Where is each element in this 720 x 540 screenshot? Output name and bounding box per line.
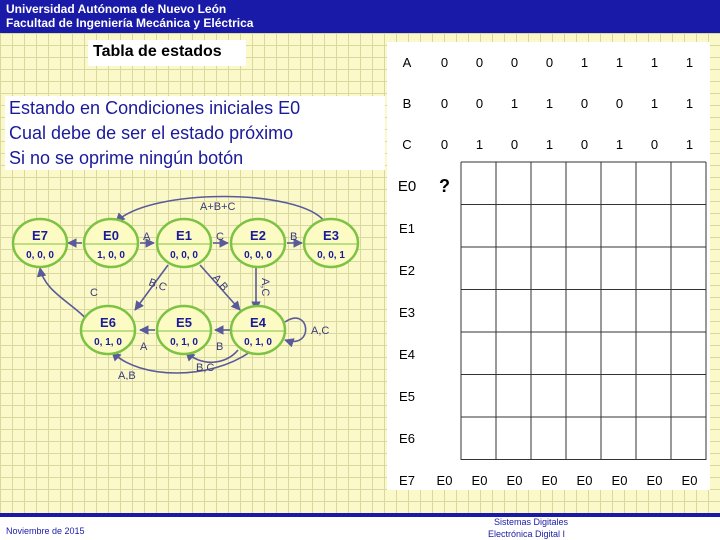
next-state-cell: E0 (506, 472, 523, 488)
next-state-cell (532, 333, 567, 375)
next-state-cell (532, 375, 567, 417)
state-e0 (84, 219, 138, 267)
next-state-cell (602, 333, 637, 375)
input-row (387, 42, 707, 83)
slide-title: Tabla de estados (93, 43, 222, 60)
input-row (387, 124, 707, 165)
faculty-name: Facultad de Ingeniería Mecánica y Eléctrica (6, 16, 254, 30)
transition-label: B,C (146, 276, 169, 295)
input-label: C (402, 137, 412, 152)
input-value: 0 (510, 55, 519, 70)
transition-label: A+B+C (200, 201, 236, 213)
state-row (387, 249, 707, 291)
transition-label: A,C (259, 278, 271, 297)
state-table (387, 42, 707, 501)
next-state-cell (497, 417, 532, 459)
next-state-cell (532, 207, 567, 249)
next-state-cell (602, 375, 637, 417)
input-value: 1 (685, 55, 694, 70)
input-value: 0 (580, 96, 589, 111)
state-row-label: E3 (399, 304, 415, 320)
next-state-cell (672, 207, 707, 249)
footer-course-sub: Electrónica Digital I (488, 529, 566, 539)
state-e4 (231, 306, 285, 354)
next-state-cell (427, 375, 462, 417)
next-state-cell (532, 291, 567, 333)
state-e3 (304, 219, 358, 267)
next-state-cell (532, 417, 567, 459)
state-e2 (231, 219, 285, 267)
next-state-cell (427, 249, 462, 291)
input-value: 0 (545, 55, 554, 70)
next-state-cell: E0 (646, 472, 663, 488)
input-value: 1 (510, 96, 519, 111)
next-state-cell (672, 333, 707, 375)
state-row (387, 165, 707, 207)
input-value: 0 (580, 137, 589, 152)
question-text (5, 96, 385, 170)
next-state-cell (567, 417, 602, 459)
next-state-cell (427, 417, 462, 459)
next-state-cell (497, 165, 532, 207)
next-state-cell: E0 (576, 472, 593, 488)
next-state-cell: ? (439, 175, 450, 196)
transition-label: B (290, 231, 298, 243)
next-state-cell (427, 333, 462, 375)
next-state-cell (567, 291, 602, 333)
next-state-cell: E0 (541, 472, 558, 488)
question-line: Estando en Condiciones iniciales E0 (9, 98, 301, 118)
next-state-cell (497, 249, 532, 291)
next-state-cell (427, 291, 462, 333)
state-outputs: 0, 0, 0 (170, 250, 198, 261)
state-name: E5 (176, 315, 192, 330)
state-diagram (0, 180, 385, 380)
next-state-cell (532, 165, 567, 207)
input-value: 0 (475, 55, 484, 70)
transition-label: A,C (311, 325, 330, 337)
next-state-cell (567, 333, 602, 375)
transition-label: C (90, 287, 98, 299)
state-e5 (157, 306, 211, 354)
next-state-cell (462, 291, 497, 333)
next-state-cell (462, 375, 497, 417)
state-row-label: E6 (399, 430, 415, 446)
question-line: Si no se oprime ningún botón (9, 148, 244, 168)
state-row (387, 207, 707, 249)
state-e6 (81, 306, 135, 354)
next-state-cell (672, 291, 707, 333)
state-row-label: E2 (399, 262, 415, 278)
input-value: 1 (580, 55, 589, 70)
next-state-cell (462, 417, 497, 459)
state-e7 (13, 219, 67, 267)
input-value: 0 (440, 137, 449, 152)
transition-label: B (216, 341, 224, 353)
input-value: 1 (545, 137, 554, 152)
next-state-cell (497, 375, 532, 417)
input-value: 1 (685, 96, 694, 111)
state-row (387, 375, 707, 417)
input-label: B (402, 96, 412, 111)
input-value: 1 (650, 55, 659, 70)
input-value: 1 (650, 96, 659, 111)
input-value: 0 (650, 137, 659, 152)
next-state-cell (672, 165, 707, 207)
input-value: 0 (615, 96, 624, 111)
state-row-label: E5 (399, 388, 415, 404)
state-row (387, 459, 707, 501)
input-value: 0 (440, 55, 449, 70)
footer-date: Noviembre de 2015 (6, 526, 85, 536)
transition-label: A (140, 341, 148, 353)
arrow-e4-self (285, 318, 306, 341)
next-state-cell (672, 417, 707, 459)
next-state-cell (567, 249, 602, 291)
state-name: E6 (100, 315, 116, 330)
next-state-cell (497, 207, 532, 249)
footer-course: Sistemas Digitales (494, 517, 569, 527)
state-outputs: 1, 0, 0 (97, 250, 125, 261)
transition-label: C (216, 231, 224, 243)
next-state-cell (567, 165, 602, 207)
transition-label: A,B (118, 370, 136, 380)
input-value: 1 (685, 137, 694, 152)
next-state-cell (637, 417, 672, 459)
state-outputs: 0, 1, 0 (170, 337, 198, 348)
slide-footer (0, 513, 720, 540)
next-state-cell (462, 333, 497, 375)
next-state-cell: E0 (436, 472, 453, 488)
state-row (387, 417, 707, 459)
state-row-label: E7 (399, 472, 415, 488)
next-state-cell (602, 207, 637, 249)
next-state-cell (637, 207, 672, 249)
next-state-cell (427, 207, 462, 249)
next-state-cell (532, 249, 567, 291)
next-state-cell (602, 249, 637, 291)
next-state-cell (602, 291, 637, 333)
next-state-cell: E0 (681, 472, 698, 488)
next-state-cell (672, 375, 707, 417)
next-state-cell (637, 375, 672, 417)
next-state-cell (497, 291, 532, 333)
next-state-cell (462, 249, 497, 291)
state-outputs: 0, 1, 0 (94, 337, 122, 348)
state-row-label: E0 (397, 177, 417, 195)
state-row-label: E1 (399, 220, 415, 236)
next-state-cell (602, 417, 637, 459)
state-name: E0 (103, 228, 119, 243)
next-state-cell (462, 207, 497, 249)
transition-label: A,B (209, 272, 231, 294)
input-value: 1 (615, 55, 624, 70)
state-name: E3 (323, 228, 339, 243)
state-outputs: 0, 0, 0 (244, 250, 272, 261)
input-value: 1 (545, 96, 554, 111)
next-state-cell (637, 333, 672, 375)
next-state-cell (462, 165, 497, 207)
footer-bar (0, 513, 720, 517)
input-value: 0 (475, 96, 484, 111)
next-state-cell: E0 (611, 472, 628, 488)
state-name: E2 (250, 228, 266, 243)
state-outputs: 0, 0, 1 (317, 250, 345, 261)
state-name: E1 (176, 228, 192, 243)
input-label: A (402, 55, 412, 70)
slide-header (0, 0, 720, 33)
question-line: Cual debe de ser el estado próximo (9, 123, 294, 143)
university-name: Universidad Autónoma de Nuevo León (6, 2, 227, 16)
next-state-cell (602, 165, 637, 207)
input-value: 1 (615, 137, 624, 152)
transition-label: B,C (196, 362, 215, 374)
state-row-label: E4 (399, 346, 415, 362)
transition-label: A (143, 231, 151, 243)
next-state-cell (637, 165, 672, 207)
state-name: E4 (250, 315, 266, 330)
next-state-cell (567, 375, 602, 417)
next-state-cell (637, 249, 672, 291)
state-e1 (157, 219, 211, 267)
next-state-cell (497, 333, 532, 375)
input-value: 0 (510, 137, 519, 152)
state-outputs: 0, 1, 0 (244, 337, 272, 348)
input-row (387, 83, 707, 124)
next-state-cell (567, 207, 602, 249)
input-value: 1 (475, 137, 484, 152)
state-outputs: 0, 0, 0 (26, 250, 54, 261)
next-state-cell (637, 291, 672, 333)
state-row (387, 333, 707, 375)
next-state-cell: E0 (471, 472, 488, 488)
slide-title-box (88, 40, 246, 66)
input-value: 0 (440, 96, 449, 111)
state-row (387, 291, 707, 333)
state-name: E7 (32, 228, 48, 243)
next-state-cell (672, 249, 707, 291)
